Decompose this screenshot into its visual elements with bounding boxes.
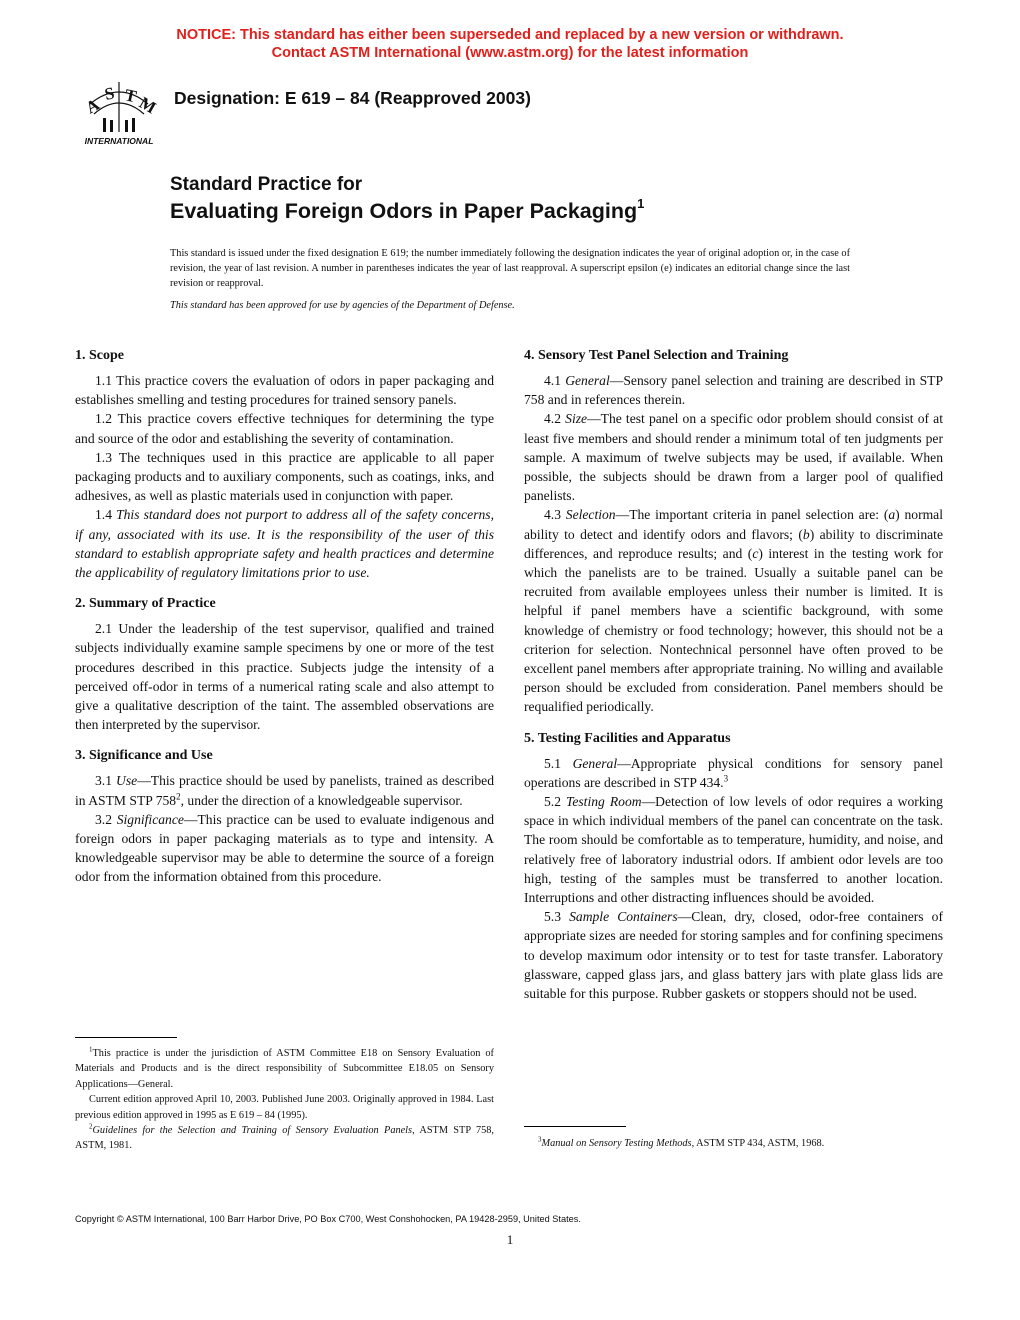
para-4-3-item-c: c <box>752 545 759 561</box>
para-5-1 <box>524 754 943 792</box>
para-4-2-text: —The test panel on a specific odor problem should consist of at least five members and should render a minimum total of ten judgments per sample. A maximum of twelve subjects may be used, if available. When possible, the subjects should be drawn from a larger pool of qualified panelists. <box>524 411 943 504</box>
footnote-3 <box>524 1136 943 1151</box>
para-3-1-term: Use <box>116 773 138 789</box>
title-line-1: Standard Practice for <box>170 174 363 195</box>
footnote-2-mark: 2 <box>89 1122 93 1131</box>
section-5-heading: 5. Testing Facilities and Apparatus <box>524 730 731 746</box>
astm-logo <box>76 74 162 150</box>
para-5-3-num: 5.3 <box>544 909 561 925</box>
para-4-3 <box>524 505 943 716</box>
footnotes-right <box>524 1136 943 1151</box>
para-1-3: 1.3 The techniques used in this practice are applicable to all paper packaging products and to auxiliary components, such as coatings, inks, and adhesives, as well as plastic materials used in conjunction with paper. <box>75 449 494 504</box>
para-5-2 <box>524 792 943 907</box>
para-5-3-term: Sample Containers <box>569 909 678 925</box>
svg-text:M: M <box>136 93 160 118</box>
footnote-2 <box>75 1123 494 1154</box>
footnote-3-text: , ASTM STP 434, ASTM, 1968. <box>691 1138 825 1149</box>
para-5-1-term: General <box>572 755 618 771</box>
para-4-3-text-c: ) ability to discriminate differences, and reproduce results; and ( <box>524 526 943 561</box>
para-4-2-term: Size <box>565 411 588 427</box>
para-4-1-text: —Sensory panel selection and training are described in STP 758 and in references therein. <box>524 373 944 408</box>
footnote-2-title: Guidelines for the Selection and Training of Sensory Evaluation Panels <box>92 1125 413 1137</box>
para-4-3-text-d: ) interest in the testing work for which the panelists are to be trained. Usually a suitable panel can be recruited from available employees unless their number is limited. It is helpful if panel members have a scientific background, with some knowledge of chemistry or food technology; however, this should not be a criterion for selection. Nontechnical personnel have often proved to be excellent panel members after appropriate training. No willing and available person should be excluded from consideration. Panel members should be requalified periodically. <box>524 545 943 715</box>
footnote-3-title: Manual on Sensory Testing Methods <box>541 1138 692 1149</box>
para-4-1-term: General <box>565 373 610 388</box>
para-3-1-num: 3.1 <box>95 773 112 789</box>
para-1-1: 1.1 This practice covers the evaluation of odors in paper packaging and establishes smelling and testing procedures for trained sensory panels. <box>75 373 494 408</box>
right-column <box>524 346 943 1003</box>
section-1-heading: 1. Scope <box>75 348 124 363</box>
title-line-2 <box>170 198 644 224</box>
section-4-heading: 4. Sensory Test Panel Selection and Training <box>524 348 789 363</box>
para-4-3-item-a: a <box>888 507 896 523</box>
para-3-1 <box>75 771 494 809</box>
logo-international-text: INTERNATIONAL <box>84 136 154 146</box>
section-3-heading: 3. Significance and Use <box>75 748 213 764</box>
left-column <box>75 346 494 887</box>
para-5-1-text: —Appropriate physical conditions for sensory panel operations are described in STP 434. <box>524 755 943 790</box>
para-5-2-term: Testing Room <box>566 794 642 810</box>
dod-approval-note: This standard has been approved for use by agencies of the Department of Defense. <box>170 300 515 311</box>
para-5-2-num: 5.2 <box>544 794 561 810</box>
notice-line-1: NOTICE: This standard has either been superseded and replaced by a new version or withdrawn. <box>176 27 844 43</box>
para-3-2-text: —This practice can be used to evaluate indigenous and foreign odors in paper packaging materials as to type and intensity. A knowledgeable supervisor may be able to determine the source of a foreign odor from the information obtained from this procedure. <box>75 811 494 885</box>
footnote-1-mark: 1 <box>89 1045 93 1054</box>
svg-text:T: T <box>123 85 139 107</box>
para-5-2-text: —Detection of low levels of odor requires a working space in which individual members of the panel can concentrate on the task. The room should be comfortable as to temperature, humidity, and noise, and relatively free of laboratory industrial odors. If ambient odor levels are too high, testing of the samples must be transferred to another location. Interruptions and other distracting influences should be avoided. <box>524 794 943 906</box>
title-main: Evaluating Foreign Odors in Paper Packaging <box>170 199 638 224</box>
copyright-line: Copyright © ASTM International, 100 Barr Harbor Drive, PO Box C700, West Conshohocken, PA 19428-2959, United States. <box>75 1214 581 1224</box>
para-3-1-text-b: , under the direction of a knowledgeable supervisor. <box>180 792 463 808</box>
footnote-1-edition: Current edition approved April 10, 2003. Published June 2003. Originally approved in 1984. Last previous edition approved in 1995 as E 619 – 84 (1995). <box>75 1094 494 1121</box>
notice-banner <box>0 26 1020 62</box>
para-5-3 <box>524 907 943 1003</box>
svg-text:A: A <box>82 94 103 118</box>
para-3-1-text-a: —This practice should be used by panelists, trained as described in ASTM STP 758 <box>75 773 495 808</box>
footnote-ref-2[interactable]: 2 <box>176 791 181 802</box>
issue-note: This standard is issued under the fixed designation E 619; the number immediately following the designation indicates the year of original adoption or, in the case of revision, the year of last revision. A number in parentheses indicates the year of last reapproval. A superscript epsilon (e) indicates an editorial change since the last revision or reapproval. <box>170 248 850 289</box>
para-5-1-num: 5.1 <box>544 755 561 771</box>
para-4-2-num: 4.2 <box>544 411 561 427</box>
footnote-divider-right <box>524 1126 626 1127</box>
footnotes-left <box>75 1046 494 1154</box>
svg-text:S: S <box>102 83 117 104</box>
para-4-3-term: Selection <box>565 507 616 523</box>
para-1-4 <box>75 505 494 582</box>
para-3-2-num: 3.2 <box>95 811 112 827</box>
designation: Designation: E 619 – 84 (Reapproved 2003) <box>174 88 531 108</box>
para-4-3-num: 4.3 <box>544 507 561 523</box>
para-2-1: 2.1 Under the leadership of the test supervisor, qualified and trained subjects individually examine sample specimens by one or more of the test procedures described in this practice. Subjects judge the intensity of a perceived off-odor in terms of a numerical rating scale and also attempt to give a qualitative description of the taint. The assembled observations are then interpreted by the supervisor. <box>75 621 494 733</box>
para-4-1-num: 4.1 <box>544 373 561 388</box>
para-4-2 <box>524 409 943 505</box>
para-3-2 <box>75 810 494 887</box>
para-4-1 <box>524 371 943 409</box>
notice-line-2: Contact ASTM International (www.astm.org) for the latest information <box>271 45 749 61</box>
footnote-1-text: This practice is under the jurisdiction of ASTM Committee E18 on Sensory Evaluation of Materials and Products and is the direct responsibility of Subcommittee E18.05 on Sensory Applications—General. <box>75 1048 494 1090</box>
para-3-2-term: Significance <box>116 811 184 827</box>
footnote-divider-left <box>75 1037 177 1038</box>
para-1-2: 1.2 This practice covers effective techniques for determining the type and source of the odor and establishing the severity of contamination. <box>75 411 494 446</box>
para-1-4-num: 1.4 <box>95 507 112 523</box>
footnote-ref-3[interactable]: 3 <box>723 773 729 784</box>
para-4-3-text-a: —The important criteria in panel selection are: ( <box>615 507 889 523</box>
page-number: 1 <box>506 1232 514 1247</box>
title-footnote-mark: 1 <box>637 196 645 211</box>
para-1-4-text: This standard does not purport to address all of the safety concerns, if any, associated with its use. It is the responsibility of the user of this standard to establish appropriate safety and health practices and determine the applicability of regulatory limitations prior to use. <box>75 507 494 581</box>
para-4-3-item-b: b <box>802 526 810 542</box>
footnote-2-text: , ASTM STP 758, ASTM, 1981. <box>75 1125 495 1152</box>
footnote-3-mark: 3 <box>538 1135 542 1144</box>
para-5-3-text: —Clean, dry, closed, odor-free containers of appropriate sizes are needed for storing samples and for confining specimens to develop maximum odor intensity or to test for taste transfer. Laboratory glassware, capped glass jars, and glass battery jars with plate glass lids are suitable for this purpose. Rubber gaskets or stoppers should not be used. <box>524 909 943 1002</box>
para-4-3-text-b: ) normal ability to detect and identify odors and flavors; ( <box>524 507 943 542</box>
footnote-1 <box>75 1046 494 1092</box>
section-2-heading: 2. Summary of Practice <box>75 596 216 612</box>
